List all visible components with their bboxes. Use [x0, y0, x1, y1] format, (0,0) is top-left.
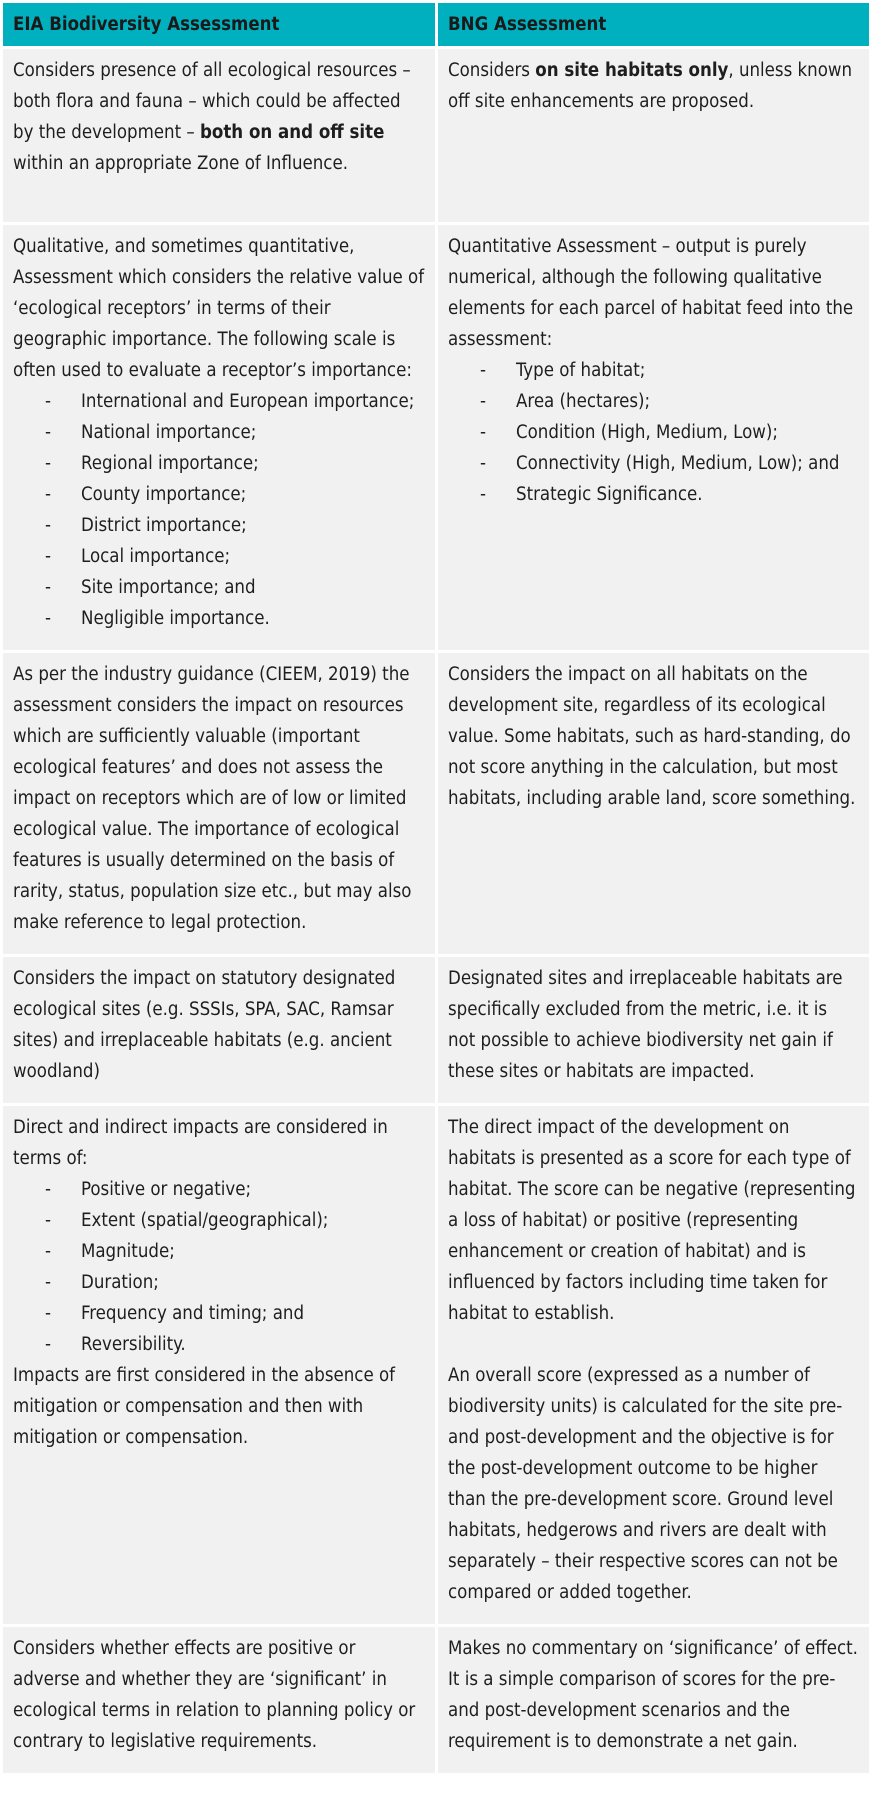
cell-text: Considers the impact on statutory designated ecological sites (e.g. SSSIs, SPA, SAC, Ramsar sites) and irreplaceable habitats (e.g. ancient woodland) [13, 968, 396, 1082]
cell-eia-impacts [3, 1106, 435, 1624]
cell-text: Impacts are first considered in the absence of mitigation or compensation and then with mitigation or compensation. [13, 1365, 396, 1448]
cell-bng-impacts [438, 1106, 869, 1624]
table-row [3, 1106, 869, 1624]
cell-text: Qualitative, and sometimes quantitative, Assessment which considers the relative value of ‘ecological receptors’ in terms of their geographic importance. The following scale is often used to evaluate a receptor’s importance: [13, 236, 425, 381]
cell-bng-designated-sites [438, 957, 869, 1103]
cell-bng-valuation [438, 653, 869, 954]
cell-text-bold: on site habitats only [535, 60, 729, 81]
cell-eia-designated-sites [3, 957, 435, 1103]
list-item: - International and European importance; [13, 386, 425, 417]
list-item: - Positive or negative; [13, 1174, 425, 1205]
cell-text: Considers whether effects are positive or adverse and whether they are ‘significant’ in ecological terms in relation to planning policy or contrary to legislative requirements. [13, 1638, 416, 1752]
list-item: - County importance; [13, 479, 425, 510]
cell-text: Quantitative Assessment – output is purely numerical, although the following qualitative elements for each parcel of habitat feed into the assessment: [448, 236, 854, 350]
cell-text: The direct impact of the development on habitats is presented as a score for each type of habitat. The score can be negative (representing a loss of habitat) or positive (representing enhancement or creation of habitat) and is influenced by factors including time taken for habitat to establish. [448, 1117, 856, 1324]
table-row [3, 653, 869, 954]
header-bng: BNG Assessment [438, 3, 869, 46]
list-item: - Extent (spatial/geographical); [13, 1205, 425, 1236]
list-item: - National importance; [13, 417, 425, 448]
list-item: - Duration; [13, 1267, 425, 1298]
cell-text: An overall score (expressed as a number of biodiversity units) is calculated for the site pre- and post-development and the objective is for the post-development outcome to be higher than the pre-development score. Ground level habitats, hedgerows and rivers are dealt with separately – their respective scores can not be compared or added together. [448, 1365, 843, 1603]
impact-criteria-list [13, 1174, 425, 1360]
list-item: - Reversibility. [13, 1329, 425, 1360]
header-row [3, 3, 869, 46]
cell-text: Considers [448, 60, 536, 81]
list-item: - Type of habitat; [448, 355, 859, 386]
list-item: - Magnitude; [13, 1236, 425, 1267]
table-row [3, 1627, 869, 1773]
cell-eia-scope [3, 49, 435, 222]
cell-text: Direct and indirect impacts are considered in terms of: [13, 1117, 388, 1169]
list-item: - Condition (High, Medium, Low); [448, 417, 859, 448]
cell-text: Makes no commentary on ‘significance’ of effect. It is a simple comparison of scores for the pre- and post-development scenarios and the requirement is to demonstrate a net gain. [448, 1638, 858, 1752]
list-item: - District importance; [13, 510, 425, 541]
cell-text: within an appropriate Zone of Influence. [13, 153, 348, 174]
cell-text-bold: both on and off site [200, 122, 385, 143]
habitat-elements-list [448, 355, 859, 510]
cell-text: Considers presence of all ecological resources – both flora and fauna – which could be affected by the development – [13, 60, 411, 143]
cell-bng-significance [438, 1627, 869, 1773]
cell-bng-assessment [438, 225, 869, 650]
header-eia: EIA Biodiversity Assessment [3, 3, 435, 46]
list-item: - Negligible importance. [13, 603, 425, 634]
cell-bng-scope [438, 49, 869, 222]
cell-text: Considers the impact on all habitats on the development site, regardless of its ecological value. Some habitats, such as hard-standing, do not score anything in the calculation, but most habitats, including arable land, score something. [448, 664, 856, 809]
cell-eia-valuation [3, 653, 435, 954]
list-item: - Site importance; and [13, 572, 425, 603]
list-item: - Frequency and timing; and [13, 1298, 425, 1329]
list-item: - Strategic Significance. [448, 479, 859, 510]
table-row [3, 225, 869, 650]
cell-eia-assessment [3, 225, 435, 650]
cell-eia-significance [3, 1627, 435, 1773]
list-item: - Local importance; [13, 541, 425, 572]
cell-text: As per the industry guidance (CIEEM, 2019) the assessment considers the impact on resources which are sufficiently valuable (important ecological features’ and does not assess the impact on receptors which are of low or limited ecological value. The importance of ecological features is usually determined on the basis of rarity, status, population size etc., but may also make reference to legal protection. [13, 664, 412, 933]
table-row [3, 49, 869, 222]
list-item: - Regional importance; [13, 448, 425, 479]
cell-text: , unless known off site enhancements are proposed. [448, 60, 853, 112]
list-item: - Connectivity (High, Medium, Low); and [448, 448, 859, 479]
cell-text: Designated sites and irreplaceable habitats are specifically excluded from the metric, i.e. it is not possible to achieve biodiversity net gain if these sites or habitats are impacted. [448, 968, 843, 1082]
list-item: - Area (hectares); [448, 386, 859, 417]
importance-scale-list [13, 386, 425, 634]
table-row [3, 957, 869, 1103]
